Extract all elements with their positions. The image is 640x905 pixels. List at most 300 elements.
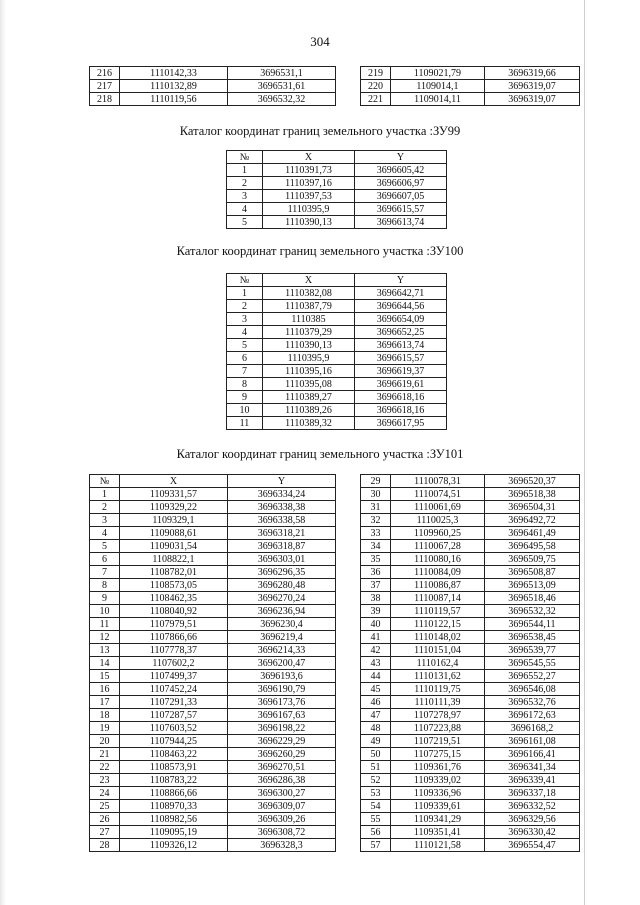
- coord-x: 1109329,22: [120, 501, 228, 514]
- coord-x: 1110132,89: [120, 80, 228, 93]
- coord-y: 3696552,27: [485, 670, 580, 683]
- coord-x: 1110086,87: [391, 579, 485, 592]
- table-row: [361, 787, 580, 800]
- coord-x: 1110151,04: [391, 644, 485, 657]
- table-row: [361, 826, 580, 839]
- table-row: [361, 696, 580, 709]
- coord-x: 1110389,27: [263, 391, 355, 404]
- point-number: 37: [361, 579, 391, 592]
- coord-x: 1110148,02: [391, 631, 485, 644]
- point-number: 20: [90, 735, 120, 748]
- coord-y: 3696341,34: [485, 761, 580, 774]
- point-number: 7: [227, 365, 263, 378]
- catalog-99-table: [226, 150, 447, 229]
- coord-x: 1108573,05: [120, 579, 228, 592]
- table-row: [361, 618, 580, 631]
- col-header-y: Y: [228, 475, 336, 488]
- coord-y: 3696190,79: [228, 683, 336, 696]
- table-row: [90, 80, 336, 93]
- point-number: 30: [361, 488, 391, 501]
- table-row: [90, 761, 336, 774]
- coord-y: 3696168,2: [485, 722, 580, 735]
- table-row: [90, 657, 336, 670]
- coord-x: 1109361,76: [391, 761, 485, 774]
- coord-y: 3696619,37: [355, 365, 447, 378]
- point-number: 13: [90, 644, 120, 657]
- point-number: 22: [90, 761, 120, 774]
- coord-x: 1109341,29: [391, 813, 485, 826]
- coord-x: 1109031,54: [120, 540, 228, 553]
- catalog-100-table: [226, 273, 447, 430]
- table-row: [361, 722, 580, 735]
- table-row: [90, 514, 336, 527]
- coord-x: 1110395,16: [263, 365, 355, 378]
- coord-x: 1110087,14: [391, 592, 485, 605]
- coord-y: 3696615,57: [355, 352, 447, 365]
- coord-x: 1109960,25: [391, 527, 485, 540]
- point-number: 2: [227, 177, 263, 190]
- coord-y: 3696652,25: [355, 326, 447, 339]
- point-number: 36: [361, 566, 391, 579]
- point-number: 33: [361, 527, 391, 540]
- catalog-101-table-right: [360, 474, 580, 852]
- coord-x: 1109351,41: [391, 826, 485, 839]
- coord-y: 3696618,16: [355, 404, 447, 417]
- table-row: [90, 592, 336, 605]
- point-number: 31: [361, 501, 391, 514]
- col-header-y: Y: [355, 274, 447, 287]
- coord-y: 3696303,01: [228, 553, 336, 566]
- table-row: [90, 839, 336, 852]
- coord-x: 1109014,1: [391, 80, 485, 93]
- coord-x: 1110389,26: [263, 404, 355, 417]
- coord-x: 1107219,51: [391, 735, 485, 748]
- table-row: [361, 813, 580, 826]
- coord-y: 3696654,09: [355, 313, 447, 326]
- coord-y: 3696544,11: [485, 618, 580, 631]
- table-row: [361, 748, 580, 761]
- coord-table-continued-right: [360, 66, 580, 106]
- coord-x: 1110162,4: [391, 657, 485, 670]
- coord-x: 1110387,79: [263, 300, 355, 313]
- coord-y: 3696613,74: [355, 339, 447, 352]
- coord-x: 1107602,2: [120, 657, 228, 670]
- table-row: [90, 488, 336, 501]
- coord-x: 1107278,97: [391, 709, 485, 722]
- table-row: [227, 300, 447, 313]
- table-row: [90, 644, 336, 657]
- point-number: 9: [227, 391, 263, 404]
- col-header-x: X: [263, 151, 355, 164]
- table-row: [361, 657, 580, 670]
- table-row: [90, 787, 336, 800]
- coord-y: 3696172,63: [485, 709, 580, 722]
- table-row: [361, 670, 580, 683]
- table-row: [361, 774, 580, 787]
- coord-x: 1110078,31: [391, 475, 485, 488]
- table-row: [90, 670, 336, 683]
- point-number: 56: [361, 826, 391, 839]
- col-header-number: №: [90, 475, 120, 488]
- coord-x: 1107603,52: [120, 722, 228, 735]
- point-number: 9: [90, 592, 120, 605]
- coord-y: 3696495,58: [485, 540, 580, 553]
- coord-x: 1107499,37: [120, 670, 228, 683]
- coord-y: 3696332,52: [485, 800, 580, 813]
- coord-x: 1107944,25: [120, 735, 228, 748]
- page-number: 304: [310, 34, 330, 49]
- point-number: 53: [361, 787, 391, 800]
- table-row: [90, 722, 336, 735]
- coord-x: 1108573,91: [120, 761, 228, 774]
- table-row: [227, 216, 447, 229]
- coord-y: 3696309,26: [228, 813, 336, 826]
- point-number: 47: [361, 709, 391, 722]
- point-number: 2: [90, 501, 120, 514]
- coord-y: 3696532,32: [485, 605, 580, 618]
- table-row: [90, 579, 336, 592]
- point-number: 50: [361, 748, 391, 761]
- point-number: 49: [361, 735, 391, 748]
- table-row: [227, 404, 447, 417]
- coord-y: 3696166,41: [485, 748, 580, 761]
- coord-y: 3696644,56: [355, 300, 447, 313]
- point-number: 216: [90, 67, 120, 80]
- point-number: 15: [90, 670, 120, 683]
- point-number: 5: [227, 216, 263, 229]
- table-row: [361, 735, 580, 748]
- point-number: 18: [90, 709, 120, 722]
- table-row: [227, 378, 447, 391]
- coord-y: 3696319,66: [485, 67, 580, 80]
- coord-y: 3696334,24: [228, 488, 336, 501]
- table-row: [90, 605, 336, 618]
- coord-x: 1110122,15: [391, 618, 485, 631]
- coord-x: 1107979,51: [120, 618, 228, 631]
- point-number: 217: [90, 80, 120, 93]
- table-row: [90, 683, 336, 696]
- coord-x: 1109339,61: [391, 800, 485, 813]
- table-row: [90, 813, 336, 826]
- coord-y: 3696338,38: [228, 501, 336, 514]
- coord-x: 1110025,3: [391, 514, 485, 527]
- coord-x: 1110395,08: [263, 378, 355, 391]
- point-number: 41: [361, 631, 391, 644]
- coord-x: 1107866,66: [120, 631, 228, 644]
- point-number: 1: [90, 488, 120, 501]
- catalog-99-title: Каталог координат границ земельного участка :ЗУ99: [179, 124, 461, 138]
- table-row: [90, 527, 336, 540]
- point-number: 1: [227, 164, 263, 177]
- coord-y: 3696318,87: [228, 540, 336, 553]
- table-row: [361, 566, 580, 579]
- table-row: [361, 839, 580, 852]
- coord-x: 1108783,22: [120, 774, 228, 787]
- coord-x: 1109336,96: [391, 787, 485, 800]
- coord-y: 3696236,94: [228, 605, 336, 618]
- table-row: [90, 618, 336, 631]
- table-row: [361, 631, 580, 644]
- coord-y: 3696329,56: [485, 813, 580, 826]
- coord-y: 3696615,57: [355, 203, 447, 216]
- point-number: 4: [227, 203, 263, 216]
- point-number: 10: [90, 605, 120, 618]
- point-number: 26: [90, 813, 120, 826]
- coord-y: 3696198,22: [228, 722, 336, 735]
- point-number: 11: [90, 618, 120, 631]
- coord-y: 3696214,33: [228, 644, 336, 657]
- coord-x: 1109088,61: [120, 527, 228, 540]
- point-number: 219: [361, 67, 391, 80]
- table-row: [90, 735, 336, 748]
- coord-y: 3696173,76: [228, 696, 336, 709]
- point-number: 44: [361, 670, 391, 683]
- table-row: [227, 177, 447, 190]
- coord-x: 1107291,33: [120, 696, 228, 709]
- coord-x: 1110067,28: [391, 540, 485, 553]
- coord-y: 3696642,71: [355, 287, 447, 300]
- coord-y: 3696260,29: [228, 748, 336, 761]
- coord-x: 1110390,13: [263, 339, 355, 352]
- coord-y: 3696508,87: [485, 566, 580, 579]
- coord-x: 1110131,62: [391, 670, 485, 683]
- coord-x: 1107287,57: [120, 709, 228, 722]
- coord-x: 1109326,12: [120, 839, 228, 852]
- point-number: 24: [90, 787, 120, 800]
- coord-y: 3696461,49: [485, 527, 580, 540]
- point-number: 12: [90, 631, 120, 644]
- coord-x: 1110119,57: [391, 605, 485, 618]
- coord-x: 1109339,02: [391, 774, 485, 787]
- coord-y: 3696531,61: [228, 80, 336, 93]
- coord-x: 1110390,13: [263, 216, 355, 229]
- table-row: [361, 800, 580, 813]
- catalog-100-title: Каталог координат границ земельного участка :ЗУ100: [176, 244, 464, 258]
- point-number: 221: [361, 93, 391, 106]
- coord-y: 3696518,46: [485, 592, 580, 605]
- point-number: 51: [361, 761, 391, 774]
- table-row: [361, 80, 580, 93]
- coord-y: 3696270,24: [228, 592, 336, 605]
- col-header-y: Y: [355, 151, 447, 164]
- coord-y: 3696200,47: [228, 657, 336, 670]
- point-number: 220: [361, 80, 391, 93]
- point-number: 4: [90, 527, 120, 540]
- coord-y: 3696545,55: [485, 657, 580, 670]
- table-row: [361, 488, 580, 501]
- coord-y: 3696161,08: [485, 735, 580, 748]
- coord-y: 3696309,07: [228, 800, 336, 813]
- point-number: 1: [227, 287, 263, 300]
- point-number: 3: [90, 514, 120, 527]
- point-number: 3: [227, 190, 263, 203]
- coord-x: 1107452,24: [120, 683, 228, 696]
- coord-x: 1108982,56: [120, 813, 228, 826]
- coord-x: 1109095,19: [120, 826, 228, 839]
- coord-x: 1110391,73: [263, 164, 355, 177]
- point-number: 34: [361, 540, 391, 553]
- coord-x: 1110395,9: [263, 203, 355, 216]
- table-row: [227, 190, 447, 203]
- table-row: [90, 67, 336, 80]
- coord-y: 3696539,77: [485, 644, 580, 657]
- coord-y: 3696492,72: [485, 514, 580, 527]
- coord-y: 3696554,47: [485, 839, 580, 852]
- coord-y: 3696532,32: [228, 93, 336, 106]
- point-number: 40: [361, 618, 391, 631]
- coord-y: 3696619,61: [355, 378, 447, 391]
- coord-y: 3696219,4: [228, 631, 336, 644]
- coord-x: 1110121,58: [391, 839, 485, 852]
- coord-x: 1110111,39: [391, 696, 485, 709]
- point-number: 39: [361, 605, 391, 618]
- coord-y: 3696546,08: [485, 683, 580, 696]
- table-row: [90, 553, 336, 566]
- coord-y: 3696280,48: [228, 579, 336, 592]
- point-number: 7: [90, 566, 120, 579]
- point-number: 6: [227, 352, 263, 365]
- point-number: 55: [361, 813, 391, 826]
- coord-y: 3696337,18: [485, 787, 580, 800]
- coord-y: 3696339,41: [485, 774, 580, 787]
- table-row: [361, 605, 580, 618]
- point-number: 32: [361, 514, 391, 527]
- coord-x: 1110142,33: [120, 67, 228, 80]
- point-number: 4: [227, 326, 263, 339]
- coord-y: 3696296,35: [228, 566, 336, 579]
- point-number: 45: [361, 683, 391, 696]
- table-row: [227, 164, 447, 177]
- point-number: 21: [90, 748, 120, 761]
- point-number: 52: [361, 774, 391, 787]
- point-number: 19: [90, 722, 120, 735]
- coord-y: 3696504,31: [485, 501, 580, 514]
- coord-x: 1107275,15: [391, 748, 485, 761]
- table-row: [227, 417, 447, 430]
- table-row: [361, 553, 580, 566]
- point-number: 38: [361, 592, 391, 605]
- coord-x: 1110119,75: [391, 683, 485, 696]
- coord-x: 1110080,16: [391, 553, 485, 566]
- table-row: [227, 352, 447, 365]
- table-row: [227, 365, 447, 378]
- catalog-101-title: Каталог координат границ земельного участка :ЗУ101: [176, 447, 464, 461]
- table-row: [361, 527, 580, 540]
- coord-x: 1108822,1: [120, 553, 228, 566]
- table-row: [361, 644, 580, 657]
- table-row: [361, 579, 580, 592]
- coord-x: 1110385: [263, 313, 355, 326]
- coord-x: 1107223,88: [391, 722, 485, 735]
- coord-y: 3696300,27: [228, 787, 336, 800]
- coord-y: 3696167,63: [228, 709, 336, 722]
- table-row: [227, 339, 447, 352]
- point-number: 23: [90, 774, 120, 787]
- coord-y: 3696318,21: [228, 527, 336, 540]
- table-row: [361, 709, 580, 722]
- table-row: [227, 203, 447, 216]
- coord-y: 3696338,58: [228, 514, 336, 527]
- coord-y: 3696532,76: [485, 696, 580, 709]
- point-number: 42: [361, 644, 391, 657]
- coord-y: 3696509,75: [485, 553, 580, 566]
- coord-y: 3696286,38: [228, 774, 336, 787]
- table-row: [361, 761, 580, 774]
- table-row: [90, 501, 336, 514]
- coord-y: 3696606,97: [355, 177, 447, 190]
- table-row: [361, 501, 580, 514]
- coord-y: 3696538,45: [485, 631, 580, 644]
- table-row: [90, 93, 336, 106]
- coord-table-continued-left: [89, 66, 336, 106]
- coord-y: 3696330,42: [485, 826, 580, 839]
- coord-y: 3696607,05: [355, 190, 447, 203]
- point-number: 218: [90, 93, 120, 106]
- coord-x: 1109021,79: [391, 67, 485, 80]
- col-header-x: X: [263, 274, 355, 287]
- table-row: [361, 540, 580, 553]
- coord-y: 3696319,07: [485, 80, 580, 93]
- catalog-101-table-left: [89, 474, 336, 852]
- coord-y: 3696270,51: [228, 761, 336, 774]
- coord-y: 3696531,1: [228, 67, 336, 80]
- point-number: 46: [361, 696, 391, 709]
- coord-x: 1107778,37: [120, 644, 228, 657]
- coord-y: 3696229,29: [228, 735, 336, 748]
- coord-y: 3696193,6: [228, 670, 336, 683]
- col-header-x: X: [120, 475, 228, 488]
- point-number: 5: [227, 339, 263, 352]
- point-number: 6: [90, 553, 120, 566]
- coord-x: 1109329,1: [120, 514, 228, 527]
- point-number: 11: [227, 417, 263, 430]
- table-row: [90, 774, 336, 787]
- coord-x: 1109014,11: [391, 93, 485, 106]
- table-row: [90, 826, 336, 839]
- coord-y: 3696319,07: [485, 93, 580, 106]
- coord-x: 1108866,66: [120, 787, 228, 800]
- point-number: 8: [227, 378, 263, 391]
- coord-x: 1110119,56: [120, 93, 228, 106]
- col-header-number: №: [227, 151, 263, 164]
- coord-y: 3696230,4: [228, 618, 336, 631]
- point-number: 14: [90, 657, 120, 670]
- point-number: 25: [90, 800, 120, 813]
- point-number: 29: [361, 475, 391, 488]
- point-number: 17: [90, 696, 120, 709]
- coord-x: 1110397,53: [263, 190, 355, 203]
- col-header-number: №: [227, 274, 263, 287]
- coord-y: 3696513,09: [485, 579, 580, 592]
- table-row: [90, 709, 336, 722]
- table-row: [90, 696, 336, 709]
- point-number: 5: [90, 540, 120, 553]
- point-number: 57: [361, 839, 391, 852]
- table-row: [361, 514, 580, 527]
- coord-y: 3696520,37: [485, 475, 580, 488]
- coord-y: 3696618,16: [355, 391, 447, 404]
- table-row: [361, 592, 580, 605]
- table-row: [361, 93, 580, 106]
- coord-x: 1108462,35: [120, 592, 228, 605]
- coord-x: 1108040,92: [120, 605, 228, 618]
- point-number: 2: [227, 300, 263, 313]
- coord-y: 3696605,42: [355, 164, 447, 177]
- point-number: 28: [90, 839, 120, 852]
- coord-y: 3696613,74: [355, 216, 447, 229]
- coord-y: 3696308,72: [228, 826, 336, 839]
- coord-x: 1109331,57: [120, 488, 228, 501]
